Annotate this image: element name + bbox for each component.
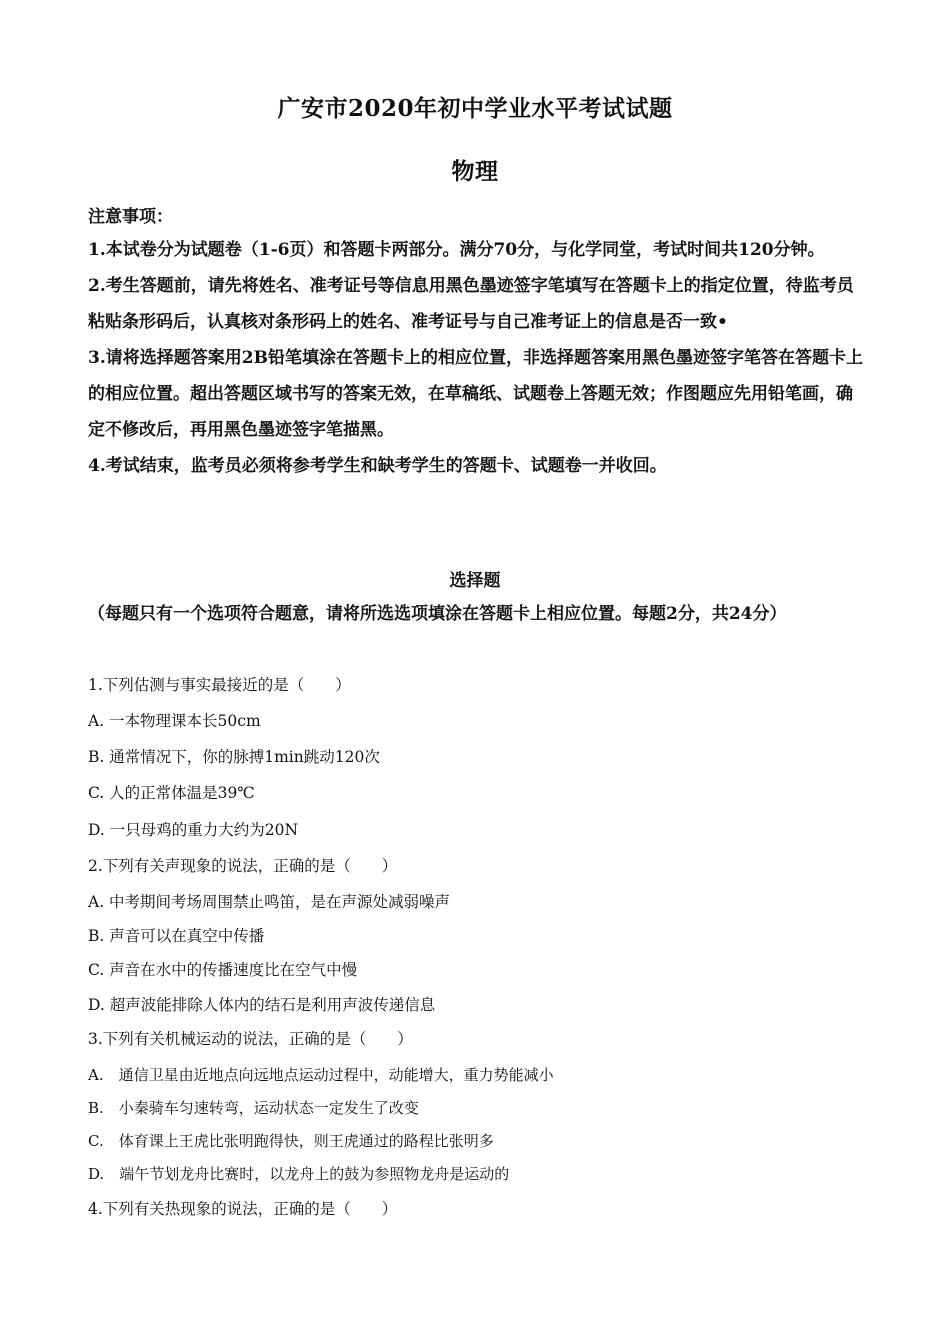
section-instruction: （每题只有一个选项符合题意，请将所选选项填涂在答题卡上相应位置。每题2分，共24分） [88,604,787,624]
question-2-stem: 2.下列有关声现象的说法，正确的是（ ） [88,857,398,875]
question-3-option-d: D. 端午节划龙舟比赛时，以龙舟上的鼓为参照物龙舟是运动的 [88,1165,510,1183]
question-1-stem: 1.下列估测与事实最接近的是（ ） [88,676,351,694]
question-3-stem: 3.下列有关机械运动的说法，正确的是（ ） [88,1030,413,1048]
question-4-stem: 4.下列有关热现象的说法，正确的是（ ） [88,1200,398,1218]
question-2-option-c: C. 声音在水中的传播速度比在空气中慢 [88,961,358,979]
question-2-option-a: A. 中考期间考场周围禁止鸣笛，是在声源处减弱噪声 [88,893,451,911]
question-2-option-d: D. 超声波能排除人体内的结石是利用声波传递信息 [88,996,436,1014]
notice-heading: 注意事项： [88,207,173,227]
question-1-option-a: A. 一本物理课本长50cm [88,712,261,730]
question-1-option-d: D. 一只母鸡的重力大约为20N [88,821,299,839]
notice-item-1: 1.本试卷分为试题卷（1-6页）和答题卡两部分。满分70分，与化学同堂，考试时间共120分钟。 [88,240,825,260]
section-title: 选择题 [449,571,501,591]
notice-block [88,202,868,484]
notice-item-4: 4.考试结束，监考员必须将参考学生和缺考学生的答题卡、试题卷一并收回。 [88,456,667,476]
question-2-option-b: B. 声音可以在真空中传播 [88,927,265,945]
notice-item-2: 2.考生答题前，请先将姓名、准考证号等信息用黑色墨迹签字笔填写在答题卡上的指定位置，待监考员粘贴条形码后，认真核对条形码上的姓名、准考证号与自己准考证上的信息是否一致• [88,276,854,332]
question-1-option-b: B. 通常情况下，你的脉搏1min跳动120次 [88,748,380,766]
exam-title: 广安市2020年初中学业水平考试试题 [277,95,673,122]
question-1-option-c: C. 人的正常体温是39℃ [88,784,255,802]
subject-title: 物理 [451,158,499,185]
question-3-option-c: C. 体育课上王虎比张明跑得快，则王虎通过的路程比张明多 [88,1132,494,1150]
question-3-option-b: B. 小秦骑车匀速转弯，运动状态一定发生了改变 [88,1099,419,1117]
question-3-option-a: A. 通信卫星由近地点向远地点运动过程中，动能增大，重力势能减小 [88,1066,554,1084]
notice-item-3: 3.请将选择题答案用2B铅笔填涂在答题卡上的相应位置，非选择题答案用黑色墨迹签字笔答在答题卡上的相应位置。超出答题区域书写的答案无效，在草稿纸、试题卷上答题无效；作图题应先用铅笔画，确定不修改后，再用黑色墨迹签字笔描黑。 [88,348,863,440]
